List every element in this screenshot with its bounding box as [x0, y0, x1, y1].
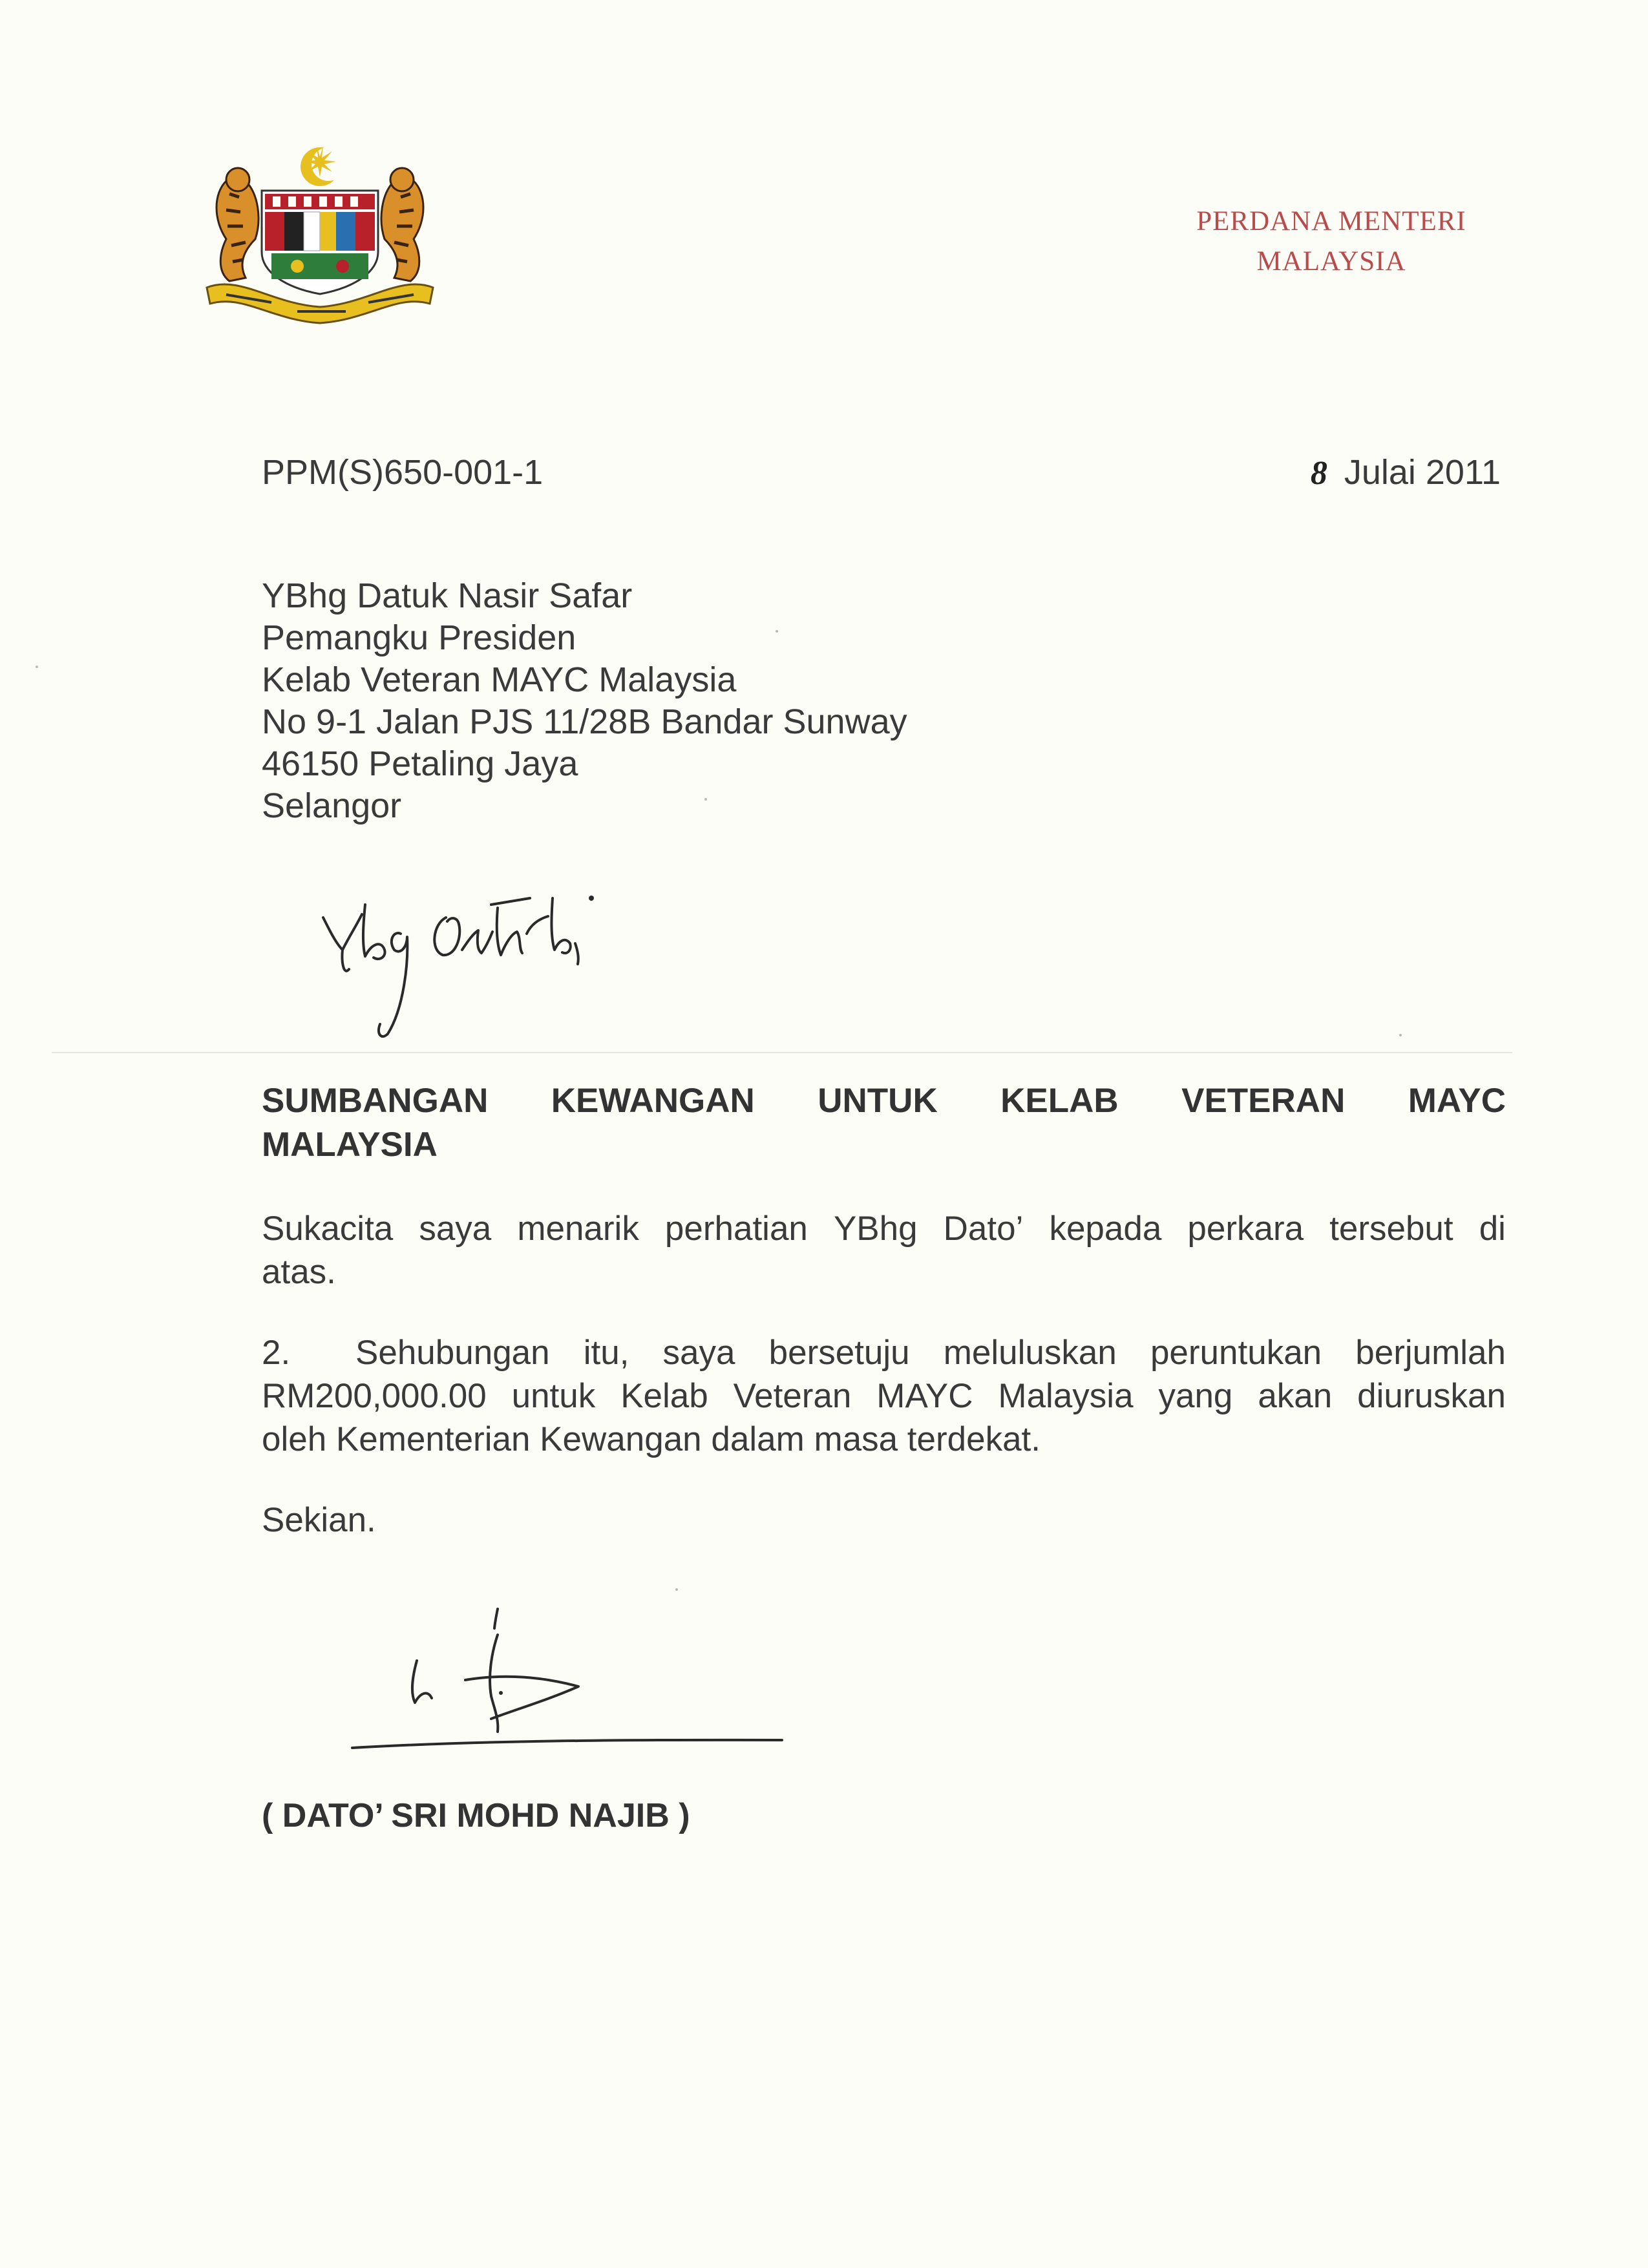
- paragraph-line: [262, 1331, 1506, 1374]
- paragraph-word: kepada: [1049, 1210, 1162, 1248]
- subject-word: MAYC: [1408, 1082, 1506, 1120]
- paragraph-word: Sukacita: [262, 1210, 394, 1248]
- handwritten-salutation: [304, 879, 614, 1066]
- paragraph-word: perkara: [1187, 1210, 1304, 1248]
- date-day-handwritten: 8: [1310, 455, 1327, 492]
- reference-number: PPM(S)650-001-1: [262, 453, 544, 492]
- closing-text: Sekian.: [262, 1501, 376, 1539]
- paragraph-line-text: Sehubungan itu, saya bersetuju meluluskan peruntukan berjumlah: [355, 1334, 1506, 1372]
- subject-word: KEWANGAN: [551, 1082, 755, 1120]
- subject-line-2: MALAYSIA: [262, 1126, 438, 1164]
- paragraph-word: saya: [419, 1210, 492, 1248]
- signatory-name: ( DATO’ SRI MOHD NAJIB ): [262, 1797, 690, 1834]
- paragraph-line-text: atas.: [262, 1253, 336, 1291]
- date-month-year: Julai 2011: [1344, 453, 1501, 492]
- paragraph-line: [262, 1207, 1506, 1250]
- coat-of-arms-emblem: [200, 142, 439, 336]
- scan-speck: [675, 1588, 678, 1591]
- body-paragraph-2: [262, 1331, 1506, 1461]
- address-line: YBhg Datuk Nasir Safar: [262, 576, 633, 615]
- letterhead-line-2: MALAYSIA: [1256, 246, 1406, 277]
- paragraph-word: menarik: [517, 1210, 639, 1248]
- paragraph-line-text: oleh Kementerian Kewangan dalam masa terdekat.: [262, 1420, 1041, 1458]
- recipient-address: [262, 575, 907, 827]
- subject-line-1: [262, 1079, 1506, 1123]
- letter-date: [1311, 452, 1501, 492]
- scan-speck: [776, 630, 778, 633]
- paragraph-word: tersebut: [1329, 1210, 1453, 1248]
- paragraph-word: di: [1479, 1210, 1506, 1248]
- scan-speck: [36, 666, 38, 668]
- subject-word: KELAB: [1000, 1082, 1119, 1120]
- letterhead-line-1: PERDANA MENTERI: [1196, 206, 1466, 236]
- subject-word: VETERAN: [1181, 1082, 1346, 1120]
- scan-speck: [704, 798, 707, 801]
- subject-word: SUMBANGAN: [262, 1082, 489, 1120]
- address-line: 46150 Petaling Jaya: [262, 744, 578, 783]
- paragraph-word: Dato’: [943, 1210, 1024, 1248]
- paper-fold-line: [52, 1052, 1512, 1053]
- scan-speck: [1399, 1034, 1402, 1036]
- address-line: Selangor: [262, 786, 402, 825]
- address-line: Kelab Veteran MAYC Malaysia: [262, 660, 737, 699]
- body-paragraph-1: [262, 1207, 1506, 1294]
- paragraph-number: 2.: [262, 1334, 291, 1372]
- letter-subject: [262, 1079, 1506, 1167]
- letterhead: [1137, 202, 1525, 282]
- handwritten-signature: [336, 1596, 801, 1764]
- paragraph-word: YBhg: [833, 1210, 918, 1248]
- subject-word: UNTUK: [818, 1082, 938, 1120]
- paragraph-line-text: RM200,000.00 untuk Kelab Veteran MAYC Malaysia yang akan diuruskan: [262, 1377, 1506, 1415]
- address-line: Pemangku Presiden: [262, 618, 576, 657]
- paragraph-word: perhatian: [664, 1210, 808, 1248]
- address-line: No 9-1 Jalan PJS 11/28B Bandar Sunway: [262, 702, 907, 741]
